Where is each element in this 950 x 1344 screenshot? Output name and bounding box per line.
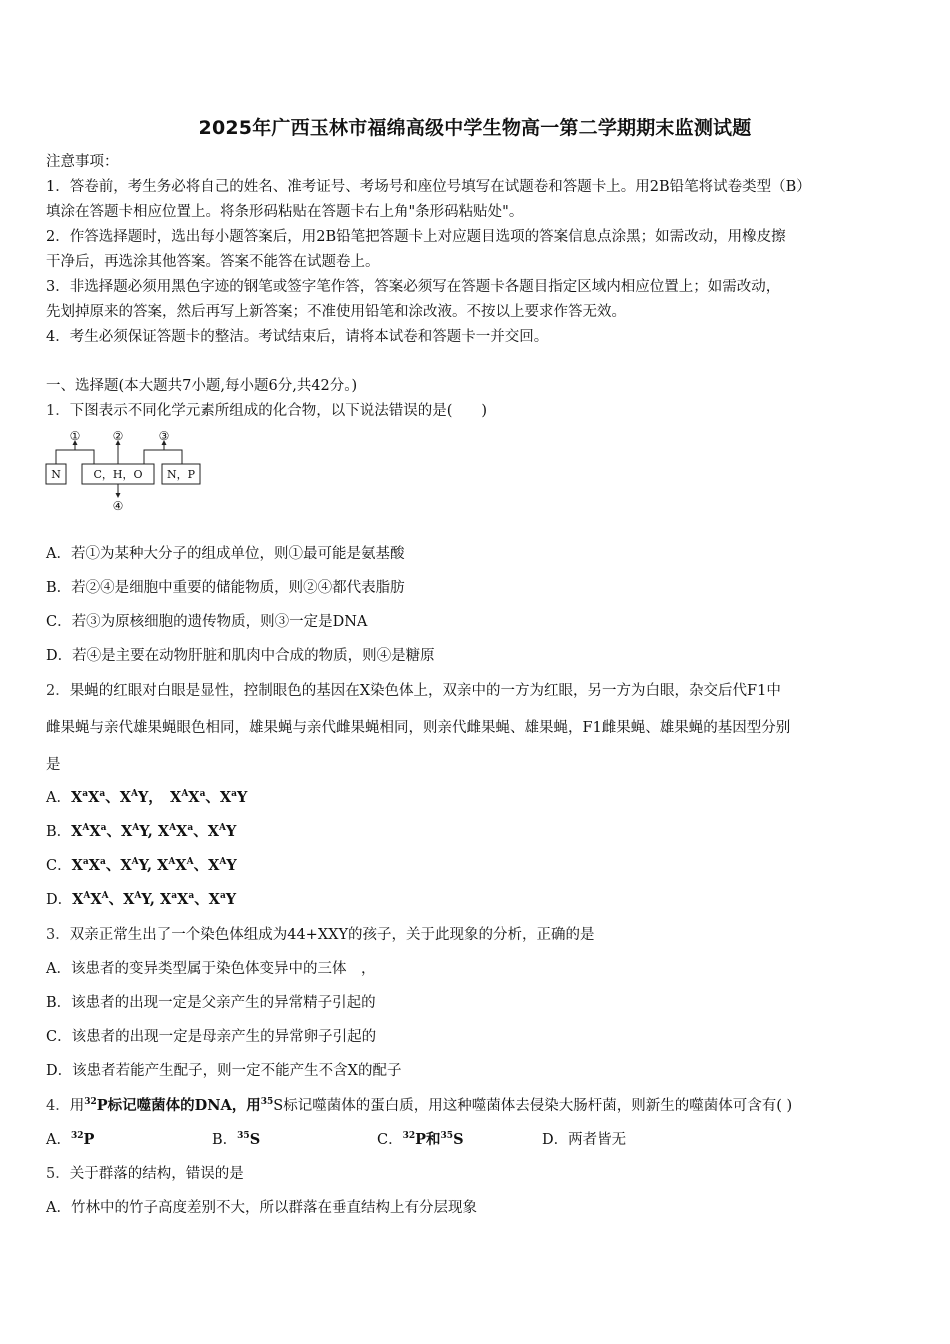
option-b: B．$X^AX^a$、$X^AY$, $X^AX^a$、$X^AY$ [46,823,237,840]
notice-line: 干净后，再选涂其他答案。答案不能答在试题卷上。 [46,254,380,270]
diagram-label-2: ② [112,429,124,443]
option-c: C．该患者的出现一定是母亲产生的异常卵子引起的 [46,1029,377,1045]
diagram-box-cho-label: C，H，O [93,468,143,481]
question-number: 3． [46,927,70,943]
notice-line: 2．作答选择题时，选出每小题答案后，用2B铅笔把答题卡上对应题目选项的答案信息点涂黑；如需改动，用橡皮擦 [46,229,786,245]
notice-line: 1．答卷前，考生务必将自己的姓名、准考证号、考场号和座位号填写在试题卷和答题卡上。用2B铅笔将试卷类型（B） [46,179,811,195]
option-b: B．$^{35}$S [212,1131,261,1148]
option-a: A．若①为某种大分子的组成单位，则①最可能是氨基酸 [46,546,405,562]
option-b: B．该患者的出现一定是父亲产生的异常精子引起的 [46,995,376,1011]
notice-line: 先划掉原来的答案，然后再写上新答案；不准使用铅笔和涂改液。不按以上要求作答无效。 [46,304,626,320]
diagram-label-4: ④ [112,499,124,512]
question-3-stem [46,925,595,945]
page-title: 2025年广西玉林市福绵高级中学生物高一第二学期期末监测试题 [198,117,752,139]
question-text: 下图表示不同化学元素所组成的化合物，以下说法错误的是( ) [69,403,488,419]
notice-line: 3．非选择题必须用黑色字迹的钢笔或签字笔作答，答案必须写在答题卡各题目指定区域内相应位置上；如需改动， [46,279,781,295]
diagram-label-1: ① [69,429,81,443]
option-a: A．$^{32}$P [46,1131,95,1148]
arrowhead [116,493,121,498]
notice-line: 填涂在答题卡相应位置上。将条形码粘贴在答题卡右上角"条形码粘贴处"。 [46,204,524,220]
section-heading: 一、选择题(本大题共7小题,每小题6分,共42分。) [46,378,358,394]
question-number: 4． [46,1098,70,1114]
question-2-stem-cont: 雌果蝇与亲代雄果蝇眼色相同，雄果蝇与亲代雌果蝇相同，则亲代雌果蝇、雄果蝇，F1雌果蝇、雄果蝇的基因型分别 [46,720,791,736]
question-4-stem: 4．用$^{32}$P标记噬菌体的DNA，用$^{35}$S标记噬菌体的蛋白质，用这种噬菌体去侵染大肠杆菌，则新生的噬菌体可含有( ) [46,1097,793,1114]
option-c: C．$^{32}$P和$^{35}$S [377,1131,464,1148]
question-2-stem [46,681,781,701]
question-text: 关于群落的结构，错误的是 [69,1166,244,1182]
question-2-stem-end: 是 [46,757,61,773]
element-diagram [44,428,206,512]
diagram-box-n-label: N [51,468,61,481]
question-text: 双亲正常生出了一个染色体组成为44+XXY的孩子，关于此现象的分析，正确的是 [69,927,595,943]
notice-heading: 注意事项： [46,154,119,170]
diagram-connector-1 [56,450,94,464]
option-a: A．竹林中的竹子高度差别不大，所以群落在垂直结构上有分层现象 [46,1200,477,1216]
option-b: B．若②④是细胞中重要的储能物质，则②④都代表脂肪 [46,580,405,596]
question-number: 5． [46,1166,70,1182]
option-d: D．若④是主要在动物肝脏和肌肉中合成的物质，则④是糖原 [46,648,435,664]
question-5-stem [46,1164,244,1184]
diagram-label-3: ③ [158,429,170,443]
option-c: C．若③为原核细胞的遗传物质，则③一定是DNA [46,614,368,630]
notice-line: 4．考生必须保证答题卡的整洁。考试结束后，请将本试卷和答题卡一并交回。 [46,329,549,345]
option-a: A．该患者的变异类型属于染色体变异中的三体 ， [46,961,376,977]
option-a: A．$X^aX^a$、$X^AY$， $X^AX^a$、$X^aY$ [46,789,248,806]
diagram-box-np-label: N，P [166,468,196,481]
question-1-stem [46,401,487,421]
question-text: 果蝇的红眼对白眼是显性，控制眼色的基因在X染色体上，双亲中的一方为红眼，另一方为白眼，杂交后代F1中 [69,683,781,699]
question-number: 2． [46,683,70,699]
question-number: 1． [46,403,70,419]
option-d: D．两者皆无 [542,1132,627,1148]
option-d: D．$X^AX^A$、$X^AY$, $X^aX^a$、$X^aY$ [46,891,237,908]
option-d: D．该患者若能产生配子，则一定不能产生不含X的配子 [46,1063,402,1079]
option-c: C．$X^aX^a$、$X^AY$, $X^AX^A$、$X^AY$ [46,857,237,874]
diagram-connector-3 [144,450,182,464]
